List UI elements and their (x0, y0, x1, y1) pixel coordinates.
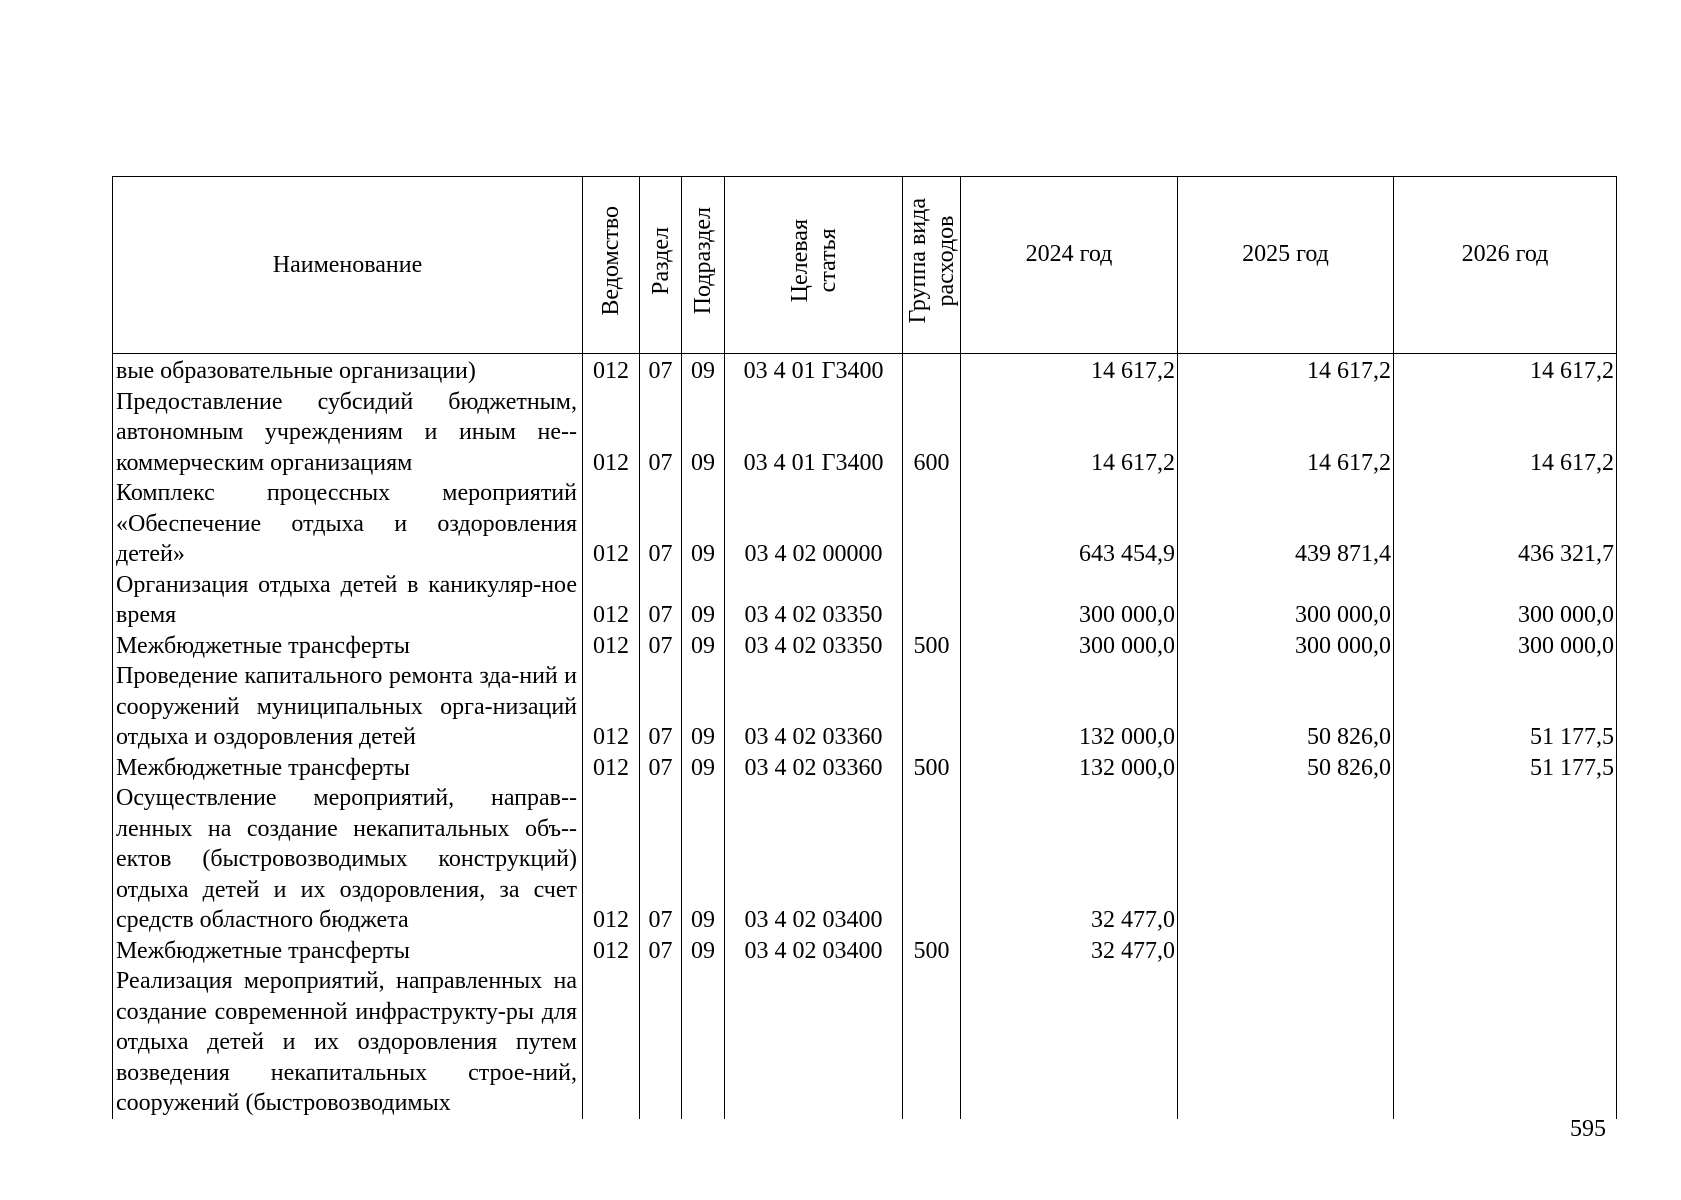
row-value-2026: 14 617,2 (1394, 387, 1617, 479)
table-row (113, 354, 1617, 387)
header-name: Наименование (113, 177, 583, 354)
row-gruppa (903, 354, 961, 387)
budget-table (112, 176, 1617, 1119)
row-value-2025: 50 826,0 (1178, 753, 1394, 784)
row-podrazdel: 09 (682, 753, 725, 784)
row-value-2026: 300 000,0 (1394, 631, 1617, 662)
row-razdel: 07 (640, 936, 682, 967)
header-vedomstvo-label: Ведомство (598, 205, 624, 316)
table-row (113, 661, 1617, 753)
row-name: Межбюджетные трансферты (113, 753, 583, 784)
row-celevaya: 03 4 02 03360 (725, 753, 903, 784)
row-celevaya: 03 4 02 03360 (725, 661, 903, 753)
row-celevaya: 03 4 02 00000 (725, 478, 903, 570)
page-number: 595 (1570, 1116, 1606, 1142)
row-name: Осуществление мероприятий, направ-ленных на создание некапитальных объ-ектов (быстровозводимых конструкций) отдыха детей и их оздоровления, за счет средств областного бюджета (113, 783, 583, 936)
row-razdel: 07 (640, 387, 682, 479)
row-value-2026: 14 617,2 (1394, 354, 1617, 387)
row-value-2024: 132 000,0 (961, 753, 1178, 784)
row-value-2024: 14 617,2 (961, 354, 1178, 387)
row-celevaya: 03 4 02 03400 (725, 783, 903, 936)
row-value-2025: 439 871,4 (1178, 478, 1394, 570)
row-vedomstvo: 012 (583, 661, 640, 753)
header-year-2026: 2026 год (1394, 177, 1617, 354)
row-celevaya: 03 4 02 03350 (725, 570, 903, 631)
row-value-2025: 300 000,0 (1178, 570, 1394, 631)
row-gruppa: 500 (903, 936, 961, 967)
header-vedomstvo (583, 177, 640, 354)
row-razdel: 07 (640, 570, 682, 631)
row-vedomstvo (583, 966, 640, 1119)
row-celevaya: 03 4 01 Г3400 (725, 354, 903, 387)
row-value-2025 (1178, 783, 1394, 936)
row-value-2024: 300 000,0 (961, 631, 1178, 662)
row-vedomstvo: 012 (583, 631, 640, 662)
row-razdel (640, 966, 682, 1119)
row-name: Организация отдыха детей в каникуляр-ное время (113, 570, 583, 631)
row-vedomstvo: 012 (583, 753, 640, 784)
table-row (113, 570, 1617, 631)
header-razdel-label: Раздел (647, 226, 674, 295)
row-podrazdel: 09 (682, 570, 725, 631)
row-razdel: 07 (640, 354, 682, 387)
row-value-2025: 50 826,0 (1178, 661, 1394, 753)
header-celevaya-label (786, 219, 842, 302)
row-value-2024: 14 617,2 (961, 387, 1178, 479)
row-gruppa: 500 (903, 631, 961, 662)
row-value-2026 (1394, 936, 1617, 967)
header-celevaya-line2: статья (814, 228, 841, 293)
row-vedomstvo: 012 (583, 570, 640, 631)
header-year-2024: 2024 год (961, 177, 1178, 354)
row-value-2025: 14 617,2 (1178, 354, 1394, 387)
row-gruppa: 500 (903, 753, 961, 784)
row-gruppa (903, 570, 961, 631)
row-razdel: 07 (640, 478, 682, 570)
row-value-2025 (1178, 936, 1394, 967)
row-vedomstvo: 012 (583, 783, 640, 936)
row-name: Предоставление субсидий бюджетным, автономным учреждениям и иным не-коммерческим организациям (113, 387, 583, 479)
header-gruppa (903, 177, 961, 354)
row-podrazdel: 09 (682, 631, 725, 662)
row-razdel: 07 (640, 753, 682, 784)
row-celevaya (725, 966, 903, 1119)
table-row (113, 387, 1617, 479)
header-podrazdel-label: Подраздел (690, 207, 716, 315)
row-gruppa (903, 478, 961, 570)
row-celevaya: 03 4 02 03400 (725, 936, 903, 967)
row-gruppa (903, 661, 961, 753)
row-celevaya: 03 4 02 03350 (725, 631, 903, 662)
row-gruppa (903, 783, 961, 936)
header-podrazdel (682, 177, 725, 354)
header-year-2025: 2025 год (1178, 177, 1394, 354)
row-name: Реализация мероприятий, направленных на создание современной инфраструкту-ры для отдыха детей и их оздоровления путем возведения некапитальных строе-ний, сооружений (быстровозводимых (113, 966, 583, 1119)
row-value-2024: 300 000,0 (961, 570, 1178, 631)
row-value-2026: 51 177,5 (1394, 661, 1617, 753)
table-header-row (113, 177, 1617, 354)
row-value-2024: 32 477,0 (961, 936, 1178, 967)
row-vedomstvo: 012 (583, 936, 640, 967)
row-podrazdel: 09 (682, 478, 725, 570)
row-razdel: 07 (640, 631, 682, 662)
table-row (113, 783, 1617, 936)
row-celevaya: 03 4 01 Г3400 (725, 387, 903, 479)
row-value-2026: 51 177,5 (1394, 753, 1617, 784)
row-value-2025: 300 000,0 (1178, 631, 1394, 662)
row-value-2026: 436 321,7 (1394, 478, 1617, 570)
table-row (113, 631, 1617, 662)
header-gruppa-line2: расходов (932, 215, 959, 307)
header-gruppa-label (904, 198, 960, 323)
row-value-2026 (1394, 783, 1617, 936)
row-podrazdel: 09 (682, 661, 725, 753)
table-row (113, 753, 1617, 784)
row-value-2024: 132 000,0 (961, 661, 1178, 753)
row-name: вые образовательные организации) (113, 354, 583, 387)
row-name: Межбюджетные трансферты (113, 936, 583, 967)
row-value-2024 (961, 966, 1178, 1119)
header-celevaya-line1: Целевая (786, 219, 813, 303)
header-razdel (640, 177, 682, 354)
row-name: Межбюджетные трансферты (113, 631, 583, 662)
row-podrazdel (682, 966, 725, 1119)
row-podrazdel: 09 (682, 354, 725, 387)
row-name: Проведение капитального ремонта зда-ний и сооружений муниципальных орга-низаций отдыха и оздоровления детей (113, 661, 583, 753)
row-vedomstvo: 012 (583, 387, 640, 479)
row-value-2024: 643 454,9 (961, 478, 1178, 570)
row-value-2026: 300 000,0 (1394, 570, 1617, 631)
row-value-2024: 32 477,0 (961, 783, 1178, 936)
table-row (113, 478, 1617, 570)
row-vedomstvo: 012 (583, 478, 640, 570)
row-razdel: 07 (640, 783, 682, 936)
row-podrazdel: 09 (682, 936, 725, 967)
row-value-2026 (1394, 966, 1617, 1119)
row-razdel: 07 (640, 661, 682, 753)
table-row (113, 936, 1617, 967)
row-name: Комплекс процессных мероприятий «Обеспечение отдыха и оздоровления детей» (113, 478, 583, 570)
row-value-2025: 14 617,2 (1178, 387, 1394, 479)
table-row (113, 966, 1617, 1119)
row-podrazdel: 09 (682, 783, 725, 936)
header-celevaya (725, 177, 903, 354)
row-value-2025 (1178, 966, 1394, 1119)
row-vedomstvo: 012 (583, 354, 640, 387)
row-gruppa: 600 (903, 387, 961, 479)
row-gruppa (903, 966, 961, 1119)
header-gruppa-line1: Группа вида (904, 198, 931, 324)
row-podrazdel: 09 (682, 387, 725, 479)
